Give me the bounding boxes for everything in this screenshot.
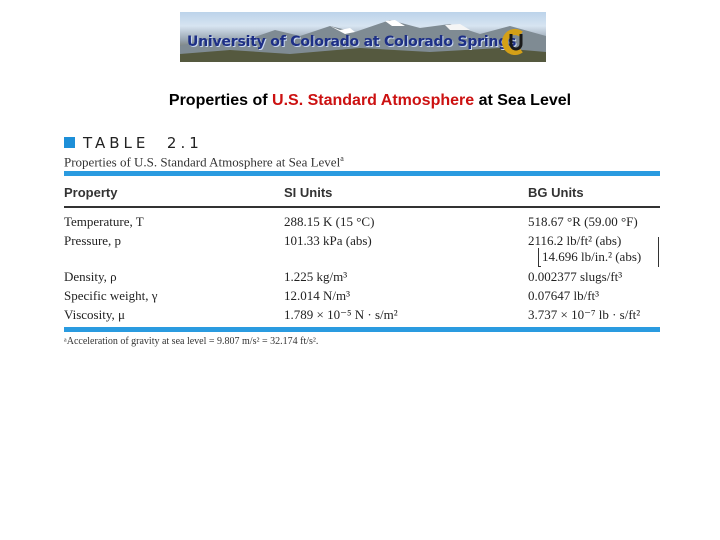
- table-top-rule: [64, 171, 660, 176]
- row-specific-weight-bg: 0.07647 lb/ft³: [528, 288, 600, 303]
- row-temperature-bg: 518.67 °R (59.00 °F): [528, 214, 638, 229]
- pressure-bracket-left: [538, 248, 541, 267]
- pressure-bracket-right: [657, 237, 659, 267]
- row-pressure-si: 101.33 kPa (abs): [284, 233, 372, 248]
- row-pressure-bg: 2116.2 lb/ft² (abs): [528, 233, 622, 248]
- table-bottom-rule: [64, 327, 660, 332]
- cu-logo-icon: [499, 28, 529, 56]
- slide-title: [0, 92, 720, 110]
- table-caption: [64, 154, 344, 170]
- table-caption-footnote-mark: a: [340, 154, 344, 163]
- table-footnote: ᵃAcceleration of gravity at sea level = 9.807 m/s² = 32.174 ft/s².: [64, 336, 319, 347]
- row-specific-weight-si: 12.014 N/m³: [284, 288, 351, 303]
- table-label: [64, 134, 203, 152]
- row-temperature-property: Temperature, T: [64, 214, 144, 229]
- header-property: Property: [64, 185, 118, 200]
- row-temperature-si: 288.15 K (15 °C): [284, 214, 375, 229]
- banner-university-name: University of Colorado at Colorado Springs: [187, 34, 517, 50]
- header-rule: [64, 206, 660, 208]
- row-viscosity-bg: 3.737 × 10⁻⁷ lb · s/ft²: [528, 307, 641, 322]
- title-prefix: Properties of: [168, 92, 273, 109]
- title-highlight: U.S. Standard Atmosphere: [272, 92, 475, 109]
- row-pressure-bg-alt: 14.696 lb/in.² (abs): [542, 249, 642, 264]
- row-density-bg: 0.002377 slugs/ft³: [528, 269, 623, 284]
- table-caption-text: Properties of U.S. Standard Atmosphere at Sea Level: [64, 154, 341, 170]
- header-si-units: SI Units: [284, 185, 333, 200]
- university-banner: [180, 12, 546, 62]
- row-density-property: Density, ρ: [64, 269, 117, 284]
- row-viscosity-si: 1.789 × 10⁻⁵ N · s/m²: [284, 307, 398, 322]
- row-density-si: 1.225 kg/m³: [284, 269, 348, 284]
- table-label-text: TABLE 2.1: [83, 134, 203, 152]
- row-pressure-property: Pressure, p: [64, 233, 122, 248]
- header-bg-units: BG Units: [528, 185, 584, 200]
- row-specific-weight-property: Specific weight, γ: [64, 288, 158, 303]
- table-square-icon: [64, 137, 75, 148]
- title-suffix: at Sea Level: [474, 92, 572, 109]
- row-viscosity-property: Viscosity, μ: [64, 307, 125, 322]
